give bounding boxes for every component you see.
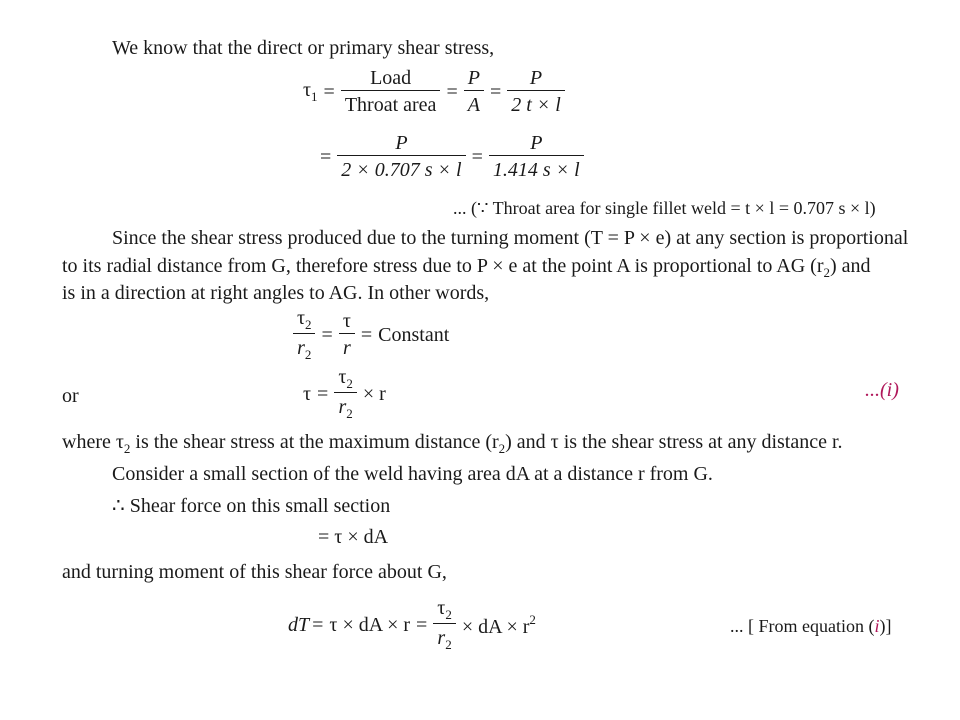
para-where-tau2: where $\tau_2$ is the shear stress at the maximum distance $(r_2)$ and τ is the shear stress at any distance r.: [62, 431, 843, 456]
equation-ref-from-i: ... [ From equation (i)]: [730, 616, 892, 636]
or-label: or: [62, 385, 79, 407]
para-turning-moment: and turning moment of this shear force about G,: [62, 561, 447, 583]
fraction-p-2x0707: $\frac{P}{2 \times 0.707 s \times l}$: [337, 133, 465, 180]
throat-area-note: ... (∵ Throat area for single fillet weld = t × l = 0.707 s × l): [453, 198, 876, 218]
fraction-load-throat: $\frac{\text{Load}}{\text{Throat area}}$: [341, 68, 441, 115]
equation-tau: τ = $\frac{\tau_2}{r_2}$ × r: [303, 366, 386, 421]
equation-primary-shear-cont: = $\frac{P}{2 \times 0.707 s \times l}$ = $\frac{P}{1.414 s \times l}$: [317, 133, 587, 180]
para-small-section: Consider a small section of the weld having area dA at a distance r from G.: [112, 463, 713, 485]
equation-shear-force: = τ × dA: [318, 526, 389, 548]
para-turning-moment-line2: to its radial distance from G, therefore stress due to P × e at the point A is proportional to AG $(r_2)$ and: [62, 255, 871, 280]
intro-text: We know that the direct or primary shear stress,: [112, 37, 495, 59]
fraction-p-1414: $\frac{P}{1.414 s \times l}$: [489, 133, 584, 180]
para-turning-moment-line1: Since the shear stress produced due to the turning moment (T = P × e) at any section is proportional: [112, 227, 909, 249]
fraction-p-a: $\frac{P}{A}$: [464, 68, 484, 115]
para-shear-force: ∴ Shear force on this small section: [112, 495, 391, 517]
fraction-tau-r: $\frac{\tau}{r}$: [339, 311, 355, 358]
fraction-tau2-r2-b: $\frac{\tau_2}{r_2}$: [334, 367, 357, 420]
fraction-tau2-r2: $\frac{\tau_2}{r_2}$: [293, 308, 316, 361]
fraction-tau2-r2-c: $\frac{\tau_2}{r_2}$: [433, 598, 456, 651]
equation-proportional: $\frac{\tau_2}{r_2}$ = $\frac{\tau}{r}$ = Constant: [290, 308, 452, 361]
para-turning-moment-line3: is in a direction at right angles to AG. In other words,: [62, 282, 490, 304]
tau1-symbol: $\tau_1$: [303, 79, 318, 104]
equation-ref-i: ...(i): [865, 379, 899, 401]
equation-dT: dT = τ × dA × r = $\frac{\tau_2}{r_2}$ × dA × $r^2$: [288, 597, 536, 652]
equation-primary-shear: $\tau_1$ = $\frac{\text{Load}}{\text{Throat area}}$ = $\frac{P}{A}$ = $\frac{P}{2 t \times l}$: [300, 68, 568, 115]
fraction-p-2tl: $\frac{P}{2 t \times l}$: [507, 68, 565, 115]
